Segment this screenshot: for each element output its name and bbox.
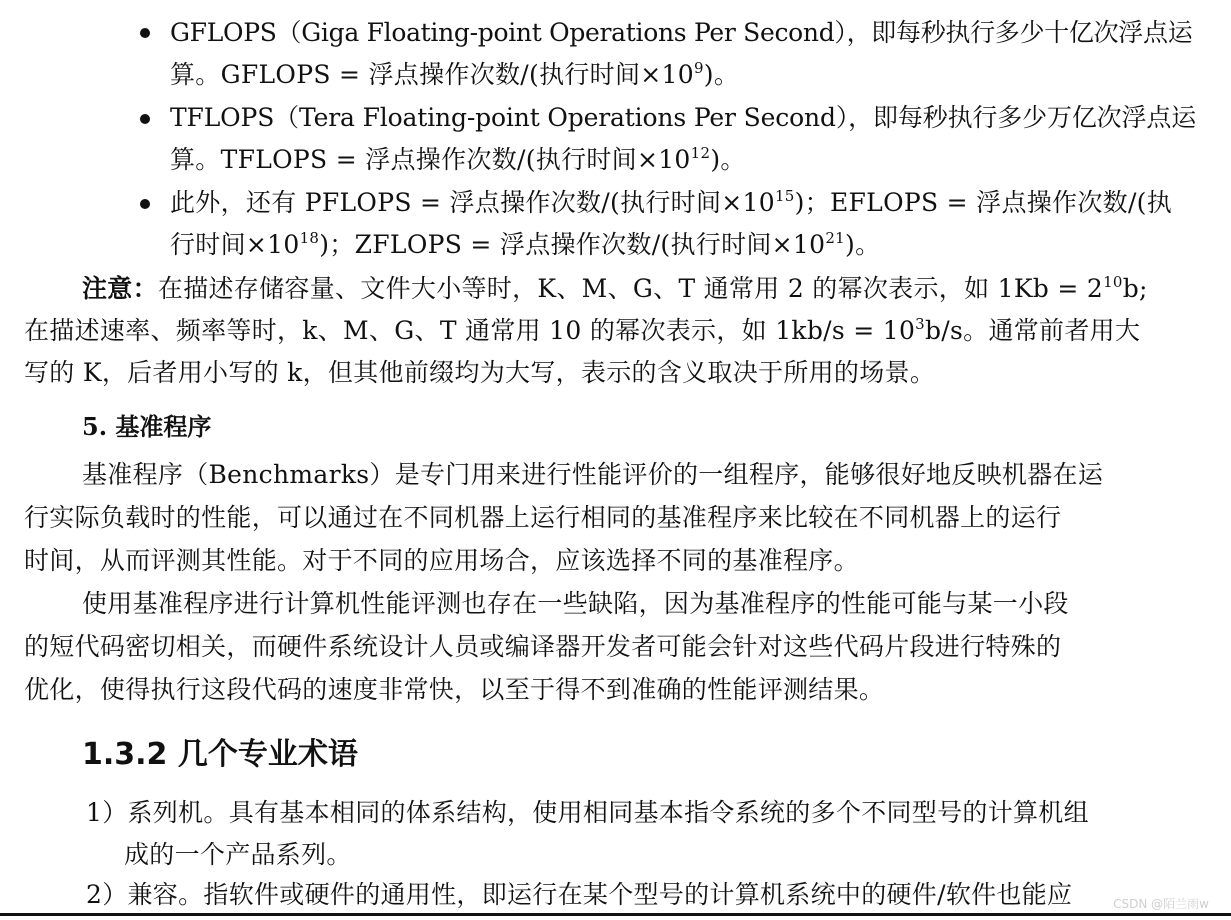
bullet-2-line-1: TFLOPS（Tera Floating-point Operations Per Second），即每秒执行多少万亿次浮点运 bbox=[170, 103, 1197, 132]
section-5-heading: 5. 基准程序 bbox=[82, 412, 212, 441]
term-1-line-1: 1）系列机。具有基本相同的体系结构，使用相同基本指令系统的多个不同型号的计算机组 bbox=[86, 798, 1089, 827]
watermark: CSDN @陌兰雨w bbox=[1113, 897, 1209, 911]
bullet-3-line-2: 行时间$\times 10^{18}$)；ZFLOPS = 浮点操作次数/(执行时间$\times 10^{21}$)。 bbox=[170, 229, 881, 259]
para-2-line-1: 使用基准程序进行计算机性能评测也存在一些缺陷，因为基准程序的性能可能与某一小段 bbox=[82, 589, 1069, 618]
bullet-3-line-1: 此外，还有 PFLOPS = 浮点操作次数/(执行时间$\times 10^{15}$)；EFLOPS = 浮点操作次数/(执 bbox=[170, 187, 1173, 217]
bullet-dot-icon bbox=[140, 199, 150, 209]
bullet-dot-icon bbox=[140, 28, 150, 38]
para-1-line-2: 行实际负载时的性能，可以通过在不同机器上运行相同的基准程序来比较在不同机器上的运行 bbox=[24, 503, 1062, 532]
note-line-3: 写的 K，后者用小写的 k，但其他前缀均为大写，表示的含义取决于所用的场景。 bbox=[24, 358, 936, 387]
bullet-1-line-2: 算。GFLOPS = 浮点操作次数/(执行时间$\times 10^9$)。 bbox=[170, 59, 740, 89]
para-1-line-3: 时间，从而评测其性能。对于不同的应用场合，应该选择不同的基准程序。 bbox=[24, 546, 859, 575]
bottom-divider bbox=[0, 913, 1231, 916]
para-1-line-1: 基准程序（Benchmarks）是专门用来进行性能评价的一组程序，能够很好地反映机器在运 bbox=[82, 460, 1104, 489]
note-line-2: 在描述速率、频率等时，k、M、G、T 通常用 10 的幂次表示，如 $1kb/s = 10^3b/s$。通常前者用大 bbox=[24, 315, 1141, 345]
bullet-2-line-2: 算。TFLOPS = 浮点操作次数/(执行时间$\times 10^{12}$)。 bbox=[170, 144, 746, 174]
para-2-line-3: 优化，使得执行这段代码的速度非常快，以至于得不到准确的性能评测结果。 bbox=[24, 675, 885, 704]
term-1-line-2: 成的一个产品系列。 bbox=[124, 840, 352, 869]
term-2-line-1: 2）兼容。指软件或硬件的通用性，即运行在某个型号的计算机系统中的硬件/软件也能应 bbox=[86, 880, 1073, 909]
subsection-heading: 1.3.2 几个专业术语 bbox=[82, 737, 358, 772]
note-label: 注意： bbox=[82, 274, 158, 303]
note-line-1: 注意：在描述存储容量、文件大小等时，K、M、G、T 通常用 2 的幂次表示，如 $1Kb = 2^{10}b$; bbox=[82, 273, 1148, 303]
para-2-line-2: 的短代码密切相关，而硬件系统设计人员或编译器开发者可能会针对这些代码片段进行特殊的 bbox=[24, 632, 1062, 661]
bullet-dot-icon bbox=[140, 114, 150, 124]
bullet-1-line-1: GFLOPS（Giga Floating-point Operations Per Second），即每秒执行多少十亿次浮点运 bbox=[170, 18, 1193, 47]
